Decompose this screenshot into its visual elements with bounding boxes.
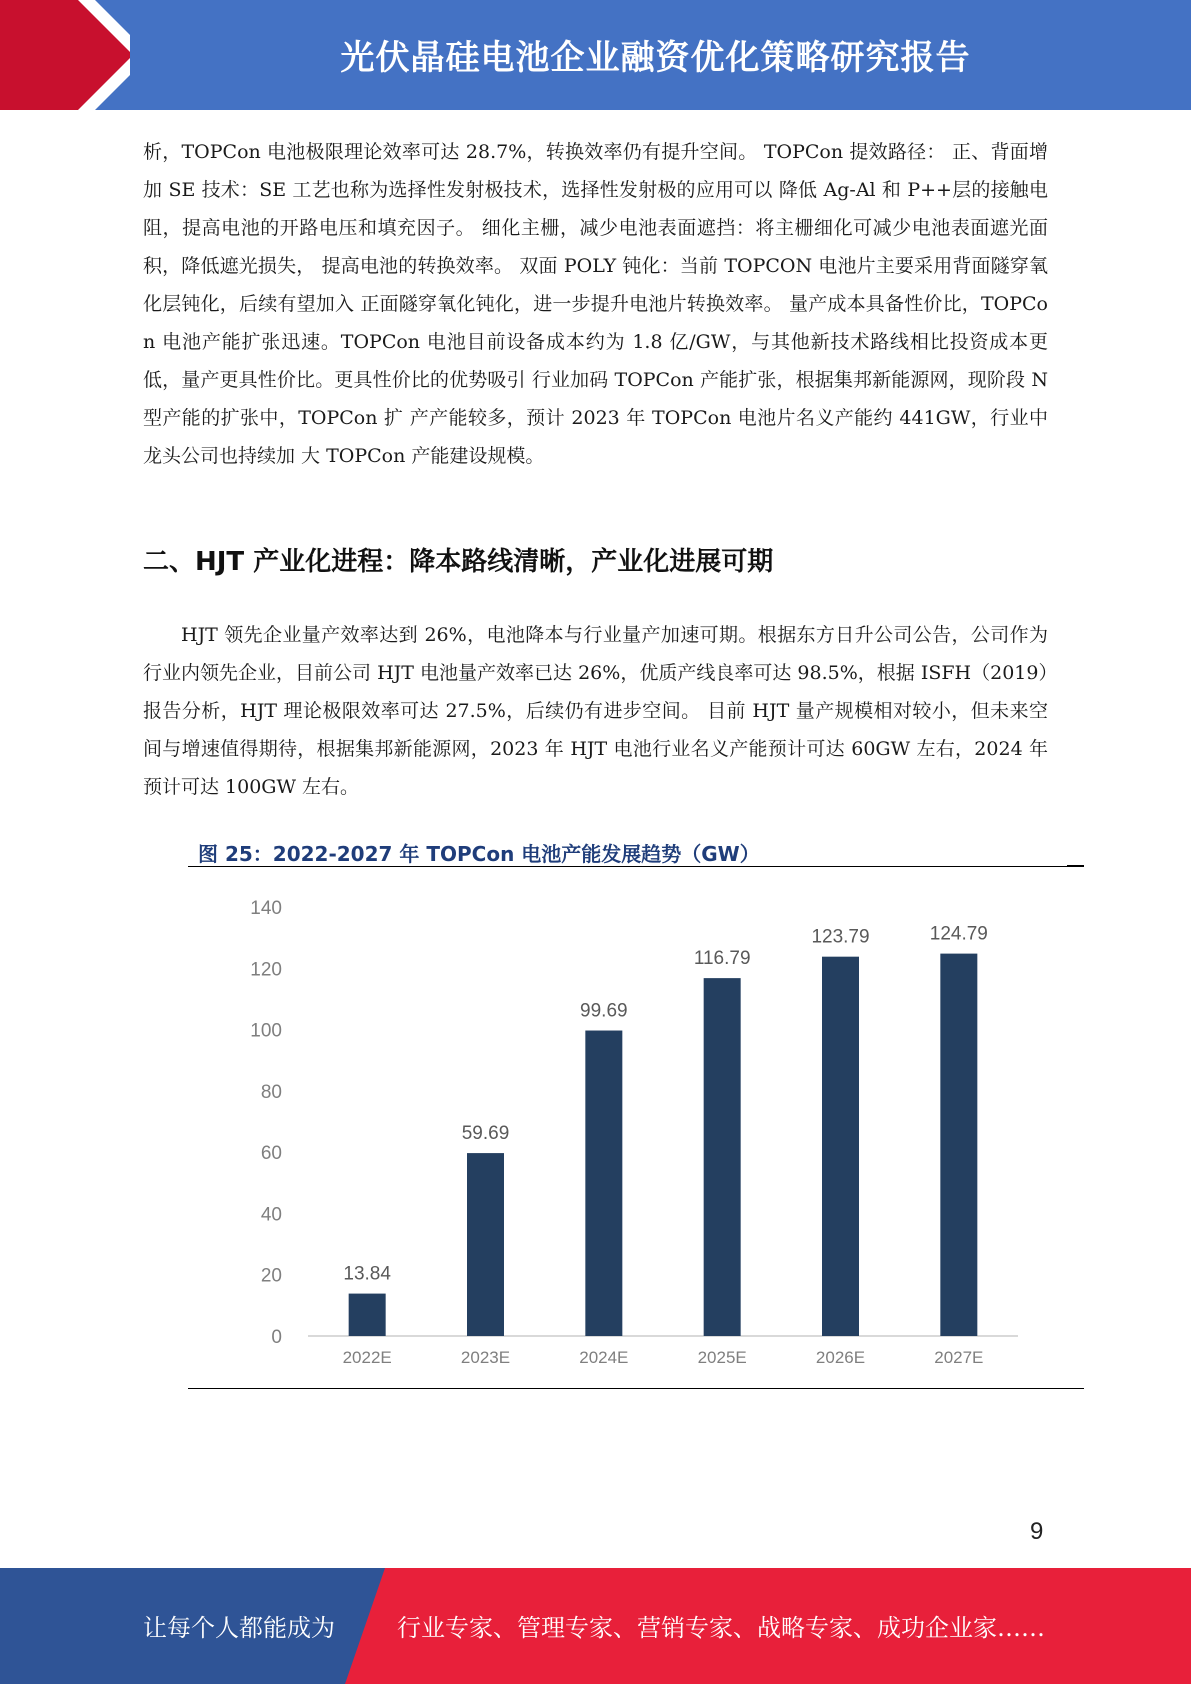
x-tick-label: 2022E [342,1348,392,1367]
y-tick-label: 100 [250,1020,282,1042]
y-tick-label: 80 [260,1081,282,1103]
data-label: 99.69 [580,1000,628,1022]
figure-top-rule [188,866,1084,867]
body-paragraph-topcon: 析，TOPCon 电池极限理论效率可达 28.7%，转换效率仍有提升空间。 TOPCon 提效路径： 正、背面增加 SE 技术：SE 工艺也称为选择性发射极技术，选择性发射极的应用可以 降低 Ag-Al 和 P++层的接触电阻，提高电池的开路电压和填充因子。 细化主栅，减少电池表面遮挡：将主栅细化可减少电池表面遮光面积，降低遮光损失， 提高电池的转换效率。 双面 POLY 钝化：当前 TOPCON 电池片主要采用背面隧穿氧化层钝化，后续有望加入 正面隧穿氧化钝化，进一步提升电池片转换效率。 量产成本具备性价比，TOPCon 电池产能扩张迅速。TOPCon 电池目前设备成本约为 1.8 亿/GW，与其他新技术路线相比投资成本更低，量产更具性价比。更具性价比的优势吸引 行业加码 TOPCon 产能扩张，根据集邦新能源网，现阶段 N 型产能的扩张中，TOPCon 扩 产产能较多，预计 2023 年 TOPCon 电池片名义产能约 441GW，行业中龙头公司也持续加 大 TOPCon 产能建设规模。 [143,141,1048,467]
y-tick-label: 20 [260,1265,282,1287]
bar-2023E [467,1153,504,1336]
topcon-capacity-bar-chart [188,870,1084,1380]
bar-2025E [704,978,741,1336]
x-tick-label: 2025E [697,1348,747,1367]
page-number: 9 [1030,1518,1044,1545]
x-tick-label: 2023E [460,1348,511,1367]
header-arrow-decoration [0,0,130,110]
data-label: 59.69 [461,1123,510,1145]
bar-2026E [822,957,859,1336]
figure-bottom-rule [188,1388,1084,1389]
data-label: 124.79 [929,923,988,945]
body-paragraph-hjt: HJT 领先企业量产效率达到 26%，电池降本与行业量产加速可期。根据东方日升公司公告，公司作为行业内领先企业，目前公司 HJT 电池量产效率已达 26%，优质产线良率可达 98.5%，根据 ISFH（2019）报告分析，HJT 理论极限效率可达 27.5%，后续仍有进步空间。 目前 HJT 量产规模相对较小，但未来空间与增速值得期待，根据集邦新能源网，2023 年 HJT 电池行业名义产能预计可达 60GW 左右，2024 年预计可达 100GW 左右。 [143,624,1048,798]
data-label: 116.79 [693,948,751,970]
page-header [0,0,1191,110]
report-title: 光伏晶硅电池企业融资优化策略研究报告 [340,38,971,78]
data-label: 13.84 [343,1263,391,1285]
bar-2024E [585,1031,622,1336]
y-tick-label: 0 [271,1327,282,1348]
y-tick-label: 40 [260,1204,282,1226]
footer-slogan-right: 行业专家、管理专家、营销专家、战略专家、成功企业家…… [397,1614,1045,1642]
x-tick-label: 2026E [815,1348,866,1367]
y-tick-label: 60 [260,1143,282,1165]
section-heading-hjt: 二、HJT 产业化进程：降本路线清晰，产业化进展可期 [143,547,774,577]
page-footer [0,1568,1191,1684]
x-tick-label: 2027E [934,1348,984,1367]
bar-2022E [349,1294,386,1336]
y-tick-label: 140 [250,898,282,919]
x-tick-label: 2024E [579,1348,629,1367]
y-tick-label: 120 [250,959,282,981]
data-label: 123.79 [811,926,870,948]
figure-top-rule-end [1067,865,1084,867]
bar-2027E [940,954,977,1336]
footer-slogan-left: 让每个人都能成为 [143,1614,335,1642]
figure-title: 图 25：2022-2027 年 TOPCon 电池产能发展趋势（GW） [198,842,760,866]
